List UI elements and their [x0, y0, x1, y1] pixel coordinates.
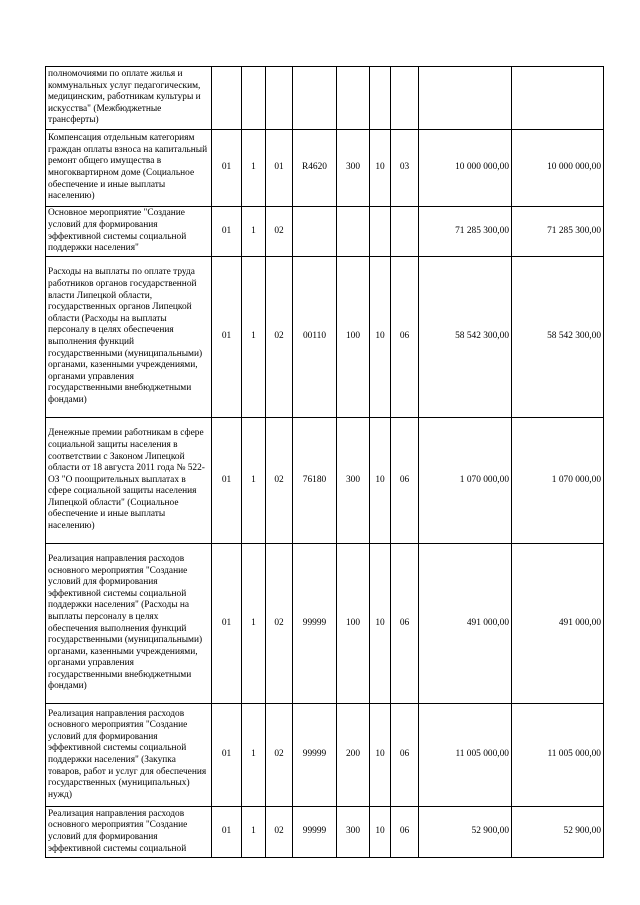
cell-expense-type: 300 [337, 130, 370, 207]
table-row [46, 704, 604, 807]
row-name: Основное мероприятие "Создание условий для формирования эффективной системы социальной поддержки населения" [46, 207, 212, 257]
cell-amount-total: 58 542 300,00 [512, 257, 604, 418]
row-name: Реализация направления расходов основного мероприятия "Создание условий для формирования эффективной системы социальной [46, 807, 212, 858]
cell-amount-total: 10 000 000,00 [512, 130, 604, 207]
cell-subprogram: 1 [242, 704, 266, 807]
cell-subsection [391, 67, 419, 130]
cell-subsection: 06 [391, 418, 419, 544]
table-row [46, 257, 604, 418]
cell-direction: 76180 [293, 418, 337, 544]
cell-direction: 99999 [293, 544, 337, 704]
cell-event: 02 [266, 257, 293, 418]
cell-section: 10 [370, 807, 391, 858]
cell-event: 02 [266, 544, 293, 704]
cell-subsection: 06 [391, 544, 419, 704]
cell-event: 02 [266, 418, 293, 544]
cell-amount-total: 52 900,00 [512, 807, 604, 858]
cell-subsection: 06 [391, 807, 419, 858]
cell-subprogram: 1 [242, 207, 266, 257]
cell-amount: 71 285 300,00 [419, 207, 512, 257]
cell-subprogram: 1 [242, 544, 266, 704]
cell-direction: 99999 [293, 704, 337, 807]
cell-amount-total: 491 000,00 [512, 544, 604, 704]
cell-event: 01 [266, 130, 293, 207]
cell-program: 01 [212, 207, 242, 257]
cell-amount: 58 542 300,00 [419, 257, 512, 418]
row-name: Денежные премии работникам в сфере социальной защиты населения в соответствии с Законом Липецкой области от 18 августа 2011 года № 522-ОЗ "О поощрительных выплатах в сфере социальной защиты населения Липецкой области" (Социальное обеспечение и иные выплаты населению) [46, 418, 212, 544]
cell-expense-type: 200 [337, 704, 370, 807]
cell-section: 10 [370, 130, 391, 207]
cell-subprogram: 1 [242, 257, 266, 418]
table-row [46, 207, 604, 257]
cell-section [370, 67, 391, 130]
table-row [46, 544, 604, 704]
cell-amount-total [512, 67, 604, 130]
cell-program: 01 [212, 418, 242, 544]
cell-expense-type: 100 [337, 544, 370, 704]
cell-expense-type: 100 [337, 257, 370, 418]
cell-section: 10 [370, 704, 391, 807]
row-name: Компенсация отдельным категориям граждан оплаты взноса на капитальный ремонт общего имущества в многоквартирном доме (Социальное обеспечение и иные выплаты населению) [46, 130, 212, 207]
cell-subprogram: 1 [242, 130, 266, 207]
cell-amount: 1 070 000,00 [419, 418, 512, 544]
cell-program [212, 67, 242, 130]
cell-subprogram [242, 67, 266, 130]
cell-expense-type [337, 207, 370, 257]
cell-subsection: 03 [391, 130, 419, 207]
cell-direction: 00110 [293, 257, 337, 418]
cell-amount [419, 67, 512, 130]
cell-event: 02 [266, 807, 293, 858]
budget-table [45, 66, 604, 858]
cell-direction [293, 207, 337, 257]
cell-expense-type [337, 67, 370, 130]
cell-program: 01 [212, 257, 242, 418]
table-row [46, 130, 604, 207]
row-name: полномочиями по оплате жилья и коммунальных услуг педагогическим, медицинским, работникам культуры и искусства" (Межбюджетные трансферты) [46, 67, 212, 130]
cell-direction [293, 67, 337, 130]
table-row [46, 807, 604, 858]
row-name: Реализация направления расходов основного мероприятия "Создание условий для формирования эффективной системы социальной поддержки населения" (Закупка товаров, работ и услуг для обеспечения государственных (муниципальных) нужд) [46, 704, 212, 807]
cell-amount-total: 1 070 000,00 [512, 418, 604, 544]
cell-direction: R4620 [293, 130, 337, 207]
cell-section: 10 [370, 544, 391, 704]
cell-section: 10 [370, 257, 391, 418]
cell-program: 01 [212, 704, 242, 807]
cell-amount-total: 11 005 000,00 [512, 704, 604, 807]
cell-event: 02 [266, 704, 293, 807]
cell-subsection [391, 207, 419, 257]
cell-amount: 52 900,00 [419, 807, 512, 858]
cell-direction: 99999 [293, 807, 337, 858]
cell-event: 02 [266, 207, 293, 257]
cell-expense-type: 300 [337, 807, 370, 858]
cell-subprogram: 1 [242, 807, 266, 858]
cell-section [370, 207, 391, 257]
cell-amount-total: 71 285 300,00 [512, 207, 604, 257]
cell-amount: 491 000,00 [419, 544, 512, 704]
cell-program: 01 [212, 807, 242, 858]
cell-subsection: 06 [391, 257, 419, 418]
cell-expense-type: 300 [337, 418, 370, 544]
cell-event [266, 67, 293, 130]
cell-amount: 11 005 000,00 [419, 704, 512, 807]
row-name: Расходы на выплаты по оплате труда работников органов государственной власти Липецкой области, государственных органов Липецкой области (Расходы на выплаты персоналу в целях обеспечения выполнения функций государственными (муниципальными) органами, казенными учреждениями, органами управления государственными внебюджетными фондами) [46, 257, 212, 418]
cell-subsection: 06 [391, 704, 419, 807]
cell-subprogram: 1 [242, 418, 266, 544]
table-row [46, 67, 604, 130]
row-name: Реализация направления расходов основного мероприятия "Создание условий для формирования эффективной системы социальной поддержки населения" (Расходы на выплаты персоналу в целях обеспечения выполнения функций государственными (муниципальными) органами, казенными учреждениями, органами управления государственными внебюджетными фондами) [46, 544, 212, 704]
cell-section: 10 [370, 418, 391, 544]
cell-program: 01 [212, 130, 242, 207]
cell-program: 01 [212, 544, 242, 704]
cell-amount: 10 000 000,00 [419, 130, 512, 207]
table-row [46, 418, 604, 544]
